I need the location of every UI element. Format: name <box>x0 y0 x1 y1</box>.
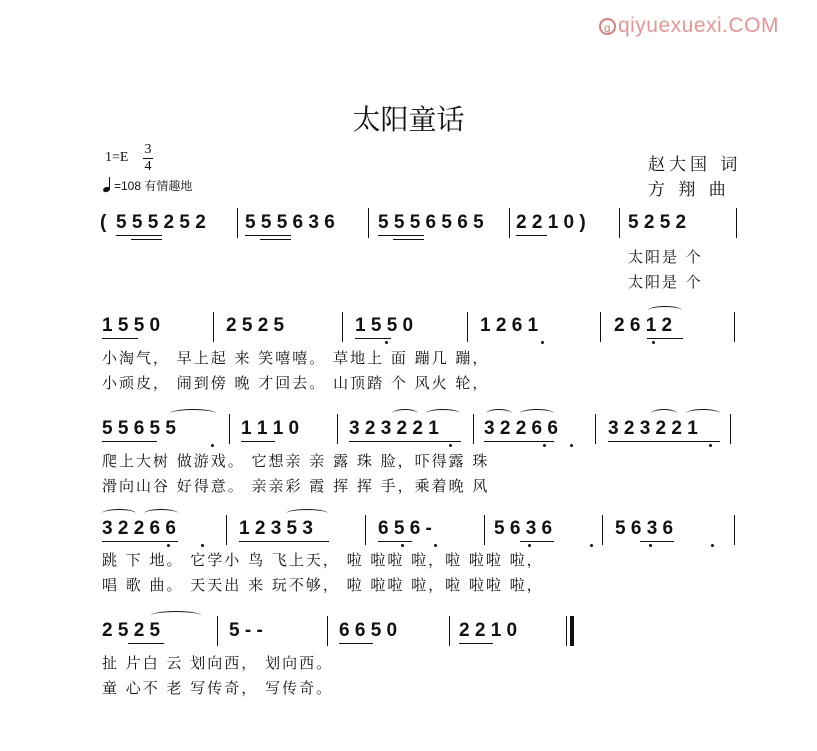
lyricist-credit: 赵大国 词 <box>648 155 742 175</box>
line4-measure-2: 5 - - <box>229 620 263 641</box>
slur <box>651 409 677 418</box>
line3-measure-3: 6 5 6 - <box>378 518 432 539</box>
low-octave-dot <box>590 544 593 547</box>
underline <box>239 541 329 542</box>
line1-measure-1: 1 5 5 0 <box>102 315 161 336</box>
low-octave-dot <box>649 544 652 547</box>
line2-lyrics-verse1: 爬上大树 做游戏。 它想亲 亲 露 珠 脸，吓得露 珠 <box>102 452 490 470</box>
barline <box>566 616 567 646</box>
barline <box>342 312 343 342</box>
barline <box>449 616 450 646</box>
underline <box>378 235 424 236</box>
slur <box>392 409 418 418</box>
underline <box>339 643 373 644</box>
slur <box>286 509 328 518</box>
line1-measure-4: 1 2 6 1 <box>480 315 539 336</box>
underline <box>102 338 138 339</box>
barline <box>337 414 338 444</box>
barline <box>602 515 603 545</box>
underline <box>128 643 164 644</box>
watermark-text: qiyuexuexi.COM <box>617 14 779 37</box>
intro-lyric-2: 太阳是 个 <box>628 273 703 291</box>
intro-measure-1: 5 5 5 2 5 2 <box>116 212 206 233</box>
intro-measure-4: 2 2 1 0 ) <box>516 212 586 233</box>
quarter-note-icon <box>103 176 111 192</box>
underline <box>241 441 275 442</box>
line1-lyrics-verse1: 小淘气， 早上起 来 笑嘻嘻。 草地上 面 蹦几 蹦， <box>102 349 490 367</box>
underline <box>102 441 157 442</box>
line4-measure-1: 2 5 2 5 <box>102 620 161 641</box>
time-sig-bottom: 4 <box>144 159 152 174</box>
underline <box>520 541 554 542</box>
line2-measure-3: 3 2 3 2 2 1 <box>349 418 439 439</box>
low-octave-dot <box>201 544 204 547</box>
q-logo-icon: q <box>599 18 616 35</box>
line3-measure-2: 1 2 3 5 3 <box>239 518 313 539</box>
low-octave-dot <box>652 341 655 344</box>
barline <box>734 312 735 342</box>
underline <box>516 235 547 236</box>
low-octave-dot <box>709 444 712 447</box>
low-octave-dot <box>449 444 452 447</box>
intro-lyric-1: 太阳是 个 <box>628 248 703 266</box>
barline <box>226 515 227 545</box>
slur <box>486 409 512 418</box>
time-signature <box>143 142 153 175</box>
underline <box>484 441 554 442</box>
underline <box>608 441 720 442</box>
barline <box>467 312 468 342</box>
tempo-marking <box>103 176 192 194</box>
barline <box>595 414 596 444</box>
low-octave-dot <box>711 544 714 547</box>
underline <box>131 239 162 240</box>
line3-measure-1: 3 2 2 6 6 <box>102 518 176 539</box>
underline <box>459 643 493 644</box>
intro-measure-5: 5 2 5 2 <box>628 212 687 233</box>
watermark <box>599 14 779 38</box>
barline <box>600 312 601 342</box>
final-barline <box>570 616 574 646</box>
underline <box>349 441 461 442</box>
intro-measure-2: 5 5 5 6 3 6 <box>245 212 335 233</box>
underline <box>116 235 162 236</box>
low-octave-dot <box>385 341 388 344</box>
low-octave-dot <box>167 544 170 547</box>
barline <box>368 208 369 238</box>
low-octave-dot <box>543 444 546 447</box>
line3-lyrics-verse1: 跳 下 地。 它学小 鸟 飞上天， 啦 啦啦 啦，啦 啦啦 啦， <box>102 551 544 569</box>
line1-measure-2: 2 5 2 5 <box>226 315 285 336</box>
underline <box>245 235 291 236</box>
song-title: 太阳童话 <box>352 103 465 136</box>
line1-measure-3: 1 5 5 0 <box>355 315 414 336</box>
line4-measure-4: 2 2 1 0 <box>459 620 518 641</box>
barline <box>217 616 218 646</box>
underline <box>102 541 178 542</box>
line3-lyrics-verse2: 唱 歌 曲。 天天出 来 玩不够， 啦 啦啦 啦，啦 啦啦 啦， <box>102 576 544 594</box>
barline <box>734 515 735 545</box>
slur <box>144 509 178 518</box>
barline <box>509 208 510 238</box>
barline <box>365 515 366 545</box>
low-octave-dot <box>570 444 573 447</box>
line2-measure-4: 3 2 2 6 6 <box>484 418 558 439</box>
line4-lyrics-verse2: 童 心不 老 写传奇， 写传奇。 <box>102 679 334 697</box>
composer-credit: 方 翔 曲 <box>648 180 730 200</box>
line4-measure-3: 6 6 5 0 <box>339 620 398 641</box>
line3-measure-5: 5 6 3 6 <box>615 518 674 539</box>
barline <box>229 414 230 444</box>
barline <box>484 515 485 545</box>
line3-measure-4: 5 6 3 6 <box>494 518 553 539</box>
slur <box>686 409 720 418</box>
barline <box>619 208 620 238</box>
barline <box>237 208 238 238</box>
barline <box>473 414 474 444</box>
underline <box>260 239 291 240</box>
intro-measure-3: 5 5 5 6 5 6 5 <box>378 212 484 233</box>
barline <box>736 208 737 238</box>
barline <box>730 414 731 444</box>
underline <box>647 338 683 339</box>
slur <box>648 306 682 315</box>
tie <box>151 611 201 620</box>
intro-paren: ( <box>100 212 107 233</box>
barline <box>327 616 328 646</box>
underline <box>378 541 412 542</box>
slur <box>520 409 554 418</box>
low-octave-dot <box>528 544 531 547</box>
line1-measure-5: 2 6 1 2 <box>614 315 673 336</box>
underline <box>393 239 424 240</box>
barline <box>213 312 214 342</box>
underline <box>355 338 391 339</box>
low-octave-dot <box>401 544 404 547</box>
tie <box>170 409 216 418</box>
low-octave-dot <box>541 341 544 344</box>
line2-lyrics-verse2: 滑向山谷 好得意。 亲亲彩 霞 挥 挥 手，乘着晚 风 <box>102 477 490 495</box>
line2-measure-5: 3 2 3 2 2 1 <box>608 418 698 439</box>
line4-lyrics-verse1: 扯 片白 云 划向西， 划向西。 <box>102 654 334 672</box>
time-sig-top: 3 <box>144 142 152 157</box>
underline <box>640 541 674 542</box>
low-octave-dot <box>434 544 437 547</box>
tempo-text: =108 有情趣地 <box>114 179 193 193</box>
low-octave-dot <box>211 444 214 447</box>
line1-lyrics-verse2: 小顽皮， 闹到傍 晚 才回去。 山顶踏 个 风火 轮， <box>102 374 490 392</box>
key-signature: 1=E <box>105 150 129 165</box>
line2-measure-1: 5 5 6 5 5 <box>102 418 176 439</box>
line2-measure-2: 1 1 1 0 <box>241 418 300 439</box>
slur <box>102 509 136 518</box>
slur <box>426 409 460 418</box>
